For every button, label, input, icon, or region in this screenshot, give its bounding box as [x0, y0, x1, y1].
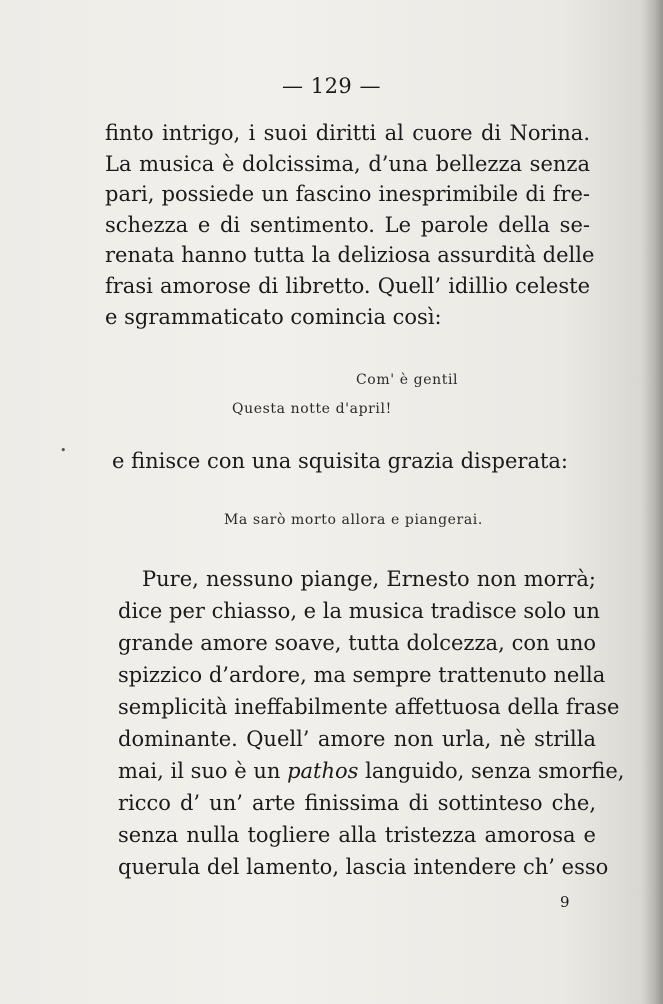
text-line: dice per chiasso, e la musica tradisce solo un — [118, 599, 600, 623]
verse-line-2: Questa notte d'april! — [232, 401, 392, 417]
verse-line-1: Com' è gentil — [356, 372, 459, 388]
text-line: frasi amorose di libretto. Quell’ idillio celeste — [105, 273, 590, 298]
text-line: La musica è dolcissima, d’una bellezza senza — [105, 151, 590, 176]
text-line: e sgrammaticato comincia così: — [105, 304, 442, 329]
signature-mark: 9 — [560, 893, 570, 911]
page-edge-shadow — [641, 0, 663, 1004]
paragraph-2 — [112, 446, 568, 477]
text-line: Pure, nessuno piange, Ernesto non morrà; — [142, 567, 596, 591]
text-line: querula del lamento, lascia intendere ch’ esso — [118, 855, 609, 879]
text-line: senza nulla togliere alla tristezza amorosa e — [118, 823, 596, 847]
quote-line: Ma sarò morto allora e piangerai. — [224, 512, 483, 528]
text-line-with-italic — [118, 755, 625, 787]
text-line: grande amore soave, tutta dolcezza, con uno — [118, 631, 596, 655]
text-line: e finisce con una squisita grazia disperata: — [112, 449, 568, 473]
text-line: schezza e di sentimento. Le parole della se- — [105, 212, 590, 237]
text-line: dominante. Quell’ amore non urla, nè strilla — [118, 727, 596, 751]
page-number: — 129 — — [282, 74, 381, 98]
text-line: finto intrigo, i suoi diritti al cuore di Norina. — [105, 121, 590, 145]
text-fragment: mai, il suo è un — [118, 759, 281, 783]
text-line: pari, possiede un fascino inesprimibile di fre- — [105, 182, 590, 207]
text-line: ricco d’ un’ arte finissima di sottinteso che, — [118, 791, 596, 815]
text-line: semplicità ineffabilmente affettuosa della frase — [118, 695, 620, 719]
page-speck: • — [60, 444, 67, 457]
text-line: spizzico d’ardore, ma sempre trattenuto nella — [118, 663, 606, 687]
paragraph-1 — [105, 118, 595, 332]
text-fragment: languido, senza smorfie, — [365, 759, 625, 783]
paragraph-3 — [118, 563, 625, 883]
text-line: renata hanno tutta la deliziosa assurdità delle — [105, 243, 595, 268]
italic-word: pathos — [287, 759, 359, 783]
